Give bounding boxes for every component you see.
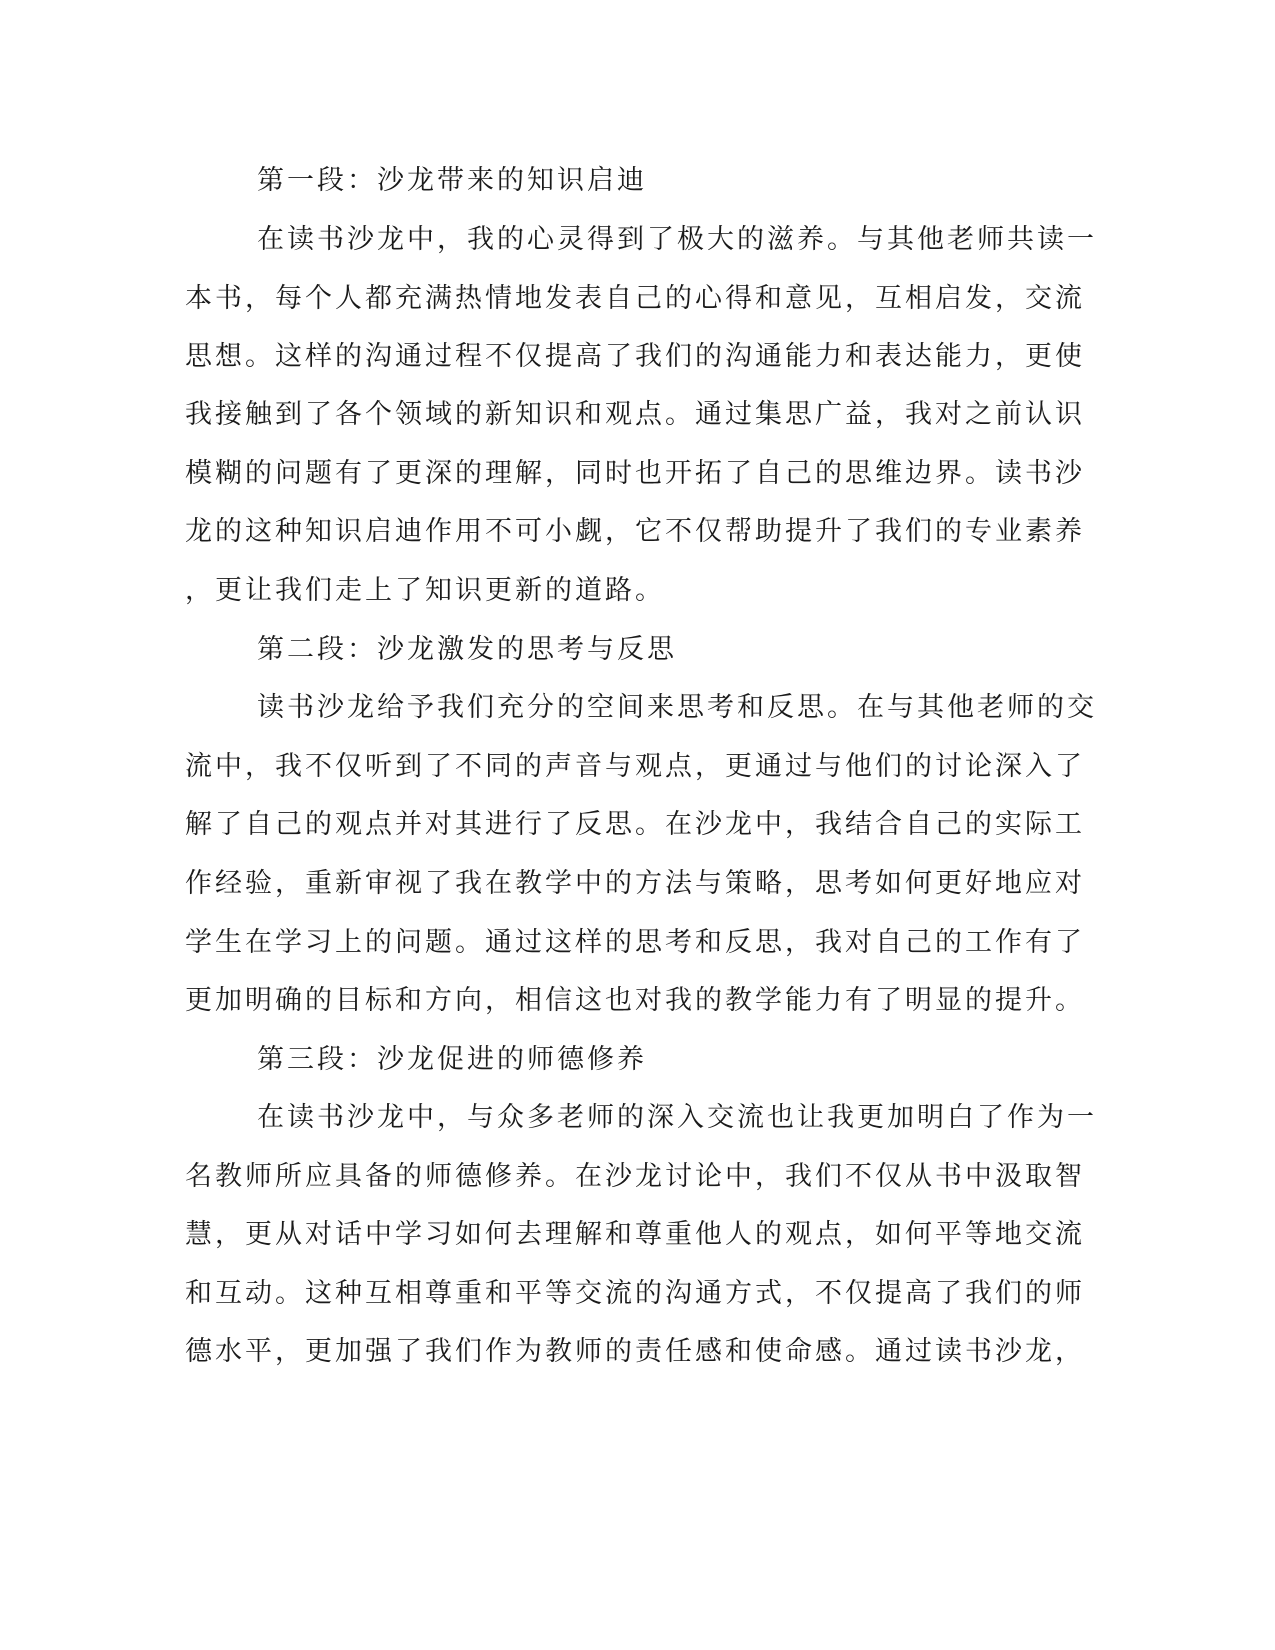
paragraph-line: 龙的这种知识启迪作用不可小觑，它不仅帮助提升了我们的专业素养 bbox=[185, 516, 1085, 547]
paragraph-line: 思想。这样的沟通过程不仅提高了我们的沟通能力和表达能力，更使 bbox=[185, 341, 1085, 372]
paragraph-line: 在读书沙龙中，与众多老师的深入交流也让我更加明白了作为一 bbox=[257, 1102, 1097, 1133]
paragraph-line: 流中，我不仅听到了不同的声音与观点，更通过与他们的讨论深入了 bbox=[185, 751, 1085, 782]
section-heading: 第一段：沙龙带来的知识启迪 bbox=[257, 165, 647, 196]
paragraph-line: 学生在学习上的问题。通过这样的思考和反思，我对自己的工作有了 bbox=[185, 927, 1085, 958]
paragraph-line: 作经验，重新审视了我在教学中的方法与策略，思考如何更好地应对 bbox=[185, 868, 1085, 899]
paragraph-line: 在读书沙龙中，我的心灵得到了极大的滋养。与其他老师共读一 bbox=[257, 224, 1097, 255]
paragraph-line: 读书沙龙给予我们充分的空间来思考和反思。在与其他老师的交 bbox=[257, 692, 1097, 723]
paragraph-line: 名教师所应具备的师德修养。在沙龙讨论中，我们不仅从书中汲取智 bbox=[185, 1161, 1085, 1192]
paragraph-line: 德水平，更加强了我们作为教师的责任感和使命感。通过读书沙龙， bbox=[185, 1336, 1085, 1367]
section-heading: 第三段：沙龙促进的师德修养 bbox=[257, 1044, 647, 1075]
paragraph-line: 更加明确的目标和方向，相信这也对我的教学能力有了明显的提升。 bbox=[185, 985, 1085, 1016]
paragraph-line: 我接触到了各个领域的新知识和观点。通过集思广益，我对之前认识 bbox=[185, 399, 1085, 430]
paragraph-line: 模糊的问题有了更深的理解，同时也开拓了自己的思维边界。读书沙 bbox=[185, 458, 1085, 489]
section-heading: 第二段：沙龙激发的思考与反思 bbox=[257, 634, 677, 665]
paragraph-line: 解了自己的观点并对其进行了反思。在沙龙中，我结合自己的实际工 bbox=[185, 809, 1085, 840]
paragraph-line: ，更让我们走上了知识更新的道路。 bbox=[185, 575, 665, 606]
paragraph-line: 本书，每个人都充满热情地发表自己的心得和意见，互相启发，交流 bbox=[185, 283, 1085, 314]
paragraph-line: 慧，更从对话中学习如何去理解和尊重他人的观点，如何平等地交流 bbox=[185, 1219, 1085, 1250]
paragraph-line: 和互动。这种互相尊重和平等交流的沟通方式，不仅提高了我们的师 bbox=[185, 1278, 1085, 1309]
